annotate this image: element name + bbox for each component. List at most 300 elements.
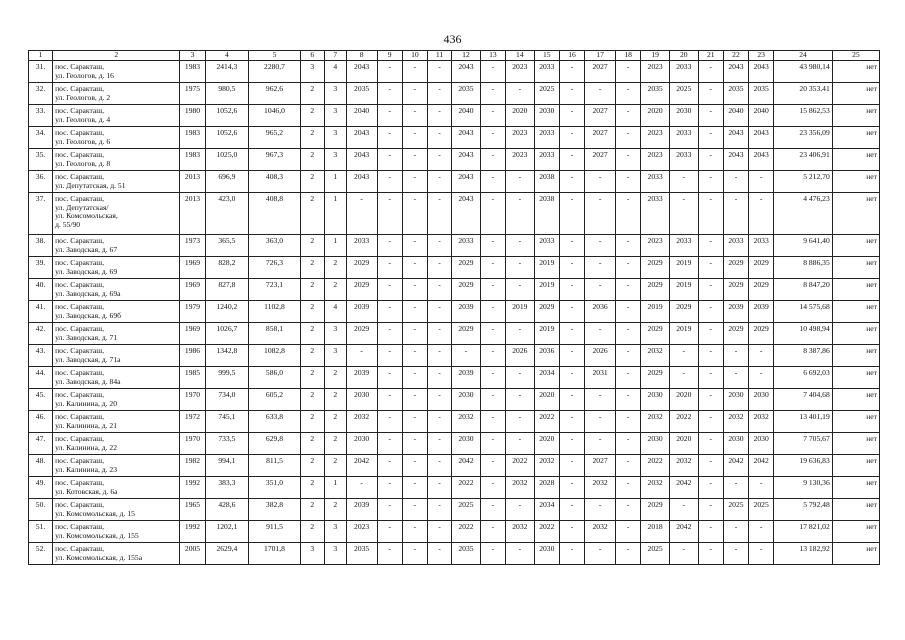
table-cell: - bbox=[506, 235, 535, 257]
table-cell: - bbox=[723, 193, 748, 235]
table-cell: - bbox=[402, 433, 427, 455]
table-cell: нет bbox=[832, 235, 879, 257]
table-cell: 2043 bbox=[749, 127, 774, 149]
table-cell: 8 886,35 bbox=[774, 257, 832, 279]
table-cell: 2013 bbox=[180, 193, 205, 235]
table-cell: 2022 bbox=[641, 455, 670, 477]
table-cell: 2023 bbox=[346, 521, 377, 543]
table-cell: 2027 bbox=[585, 455, 616, 477]
table-cell: - bbox=[402, 105, 427, 127]
table-cell: 2033 bbox=[452, 235, 481, 257]
table-row bbox=[29, 83, 880, 105]
table-cell: 2025 bbox=[723, 499, 748, 521]
table-cell: - bbox=[402, 149, 427, 171]
table-cell: 2033 bbox=[669, 61, 698, 83]
table-cell: нет bbox=[832, 127, 879, 149]
table-cell: 2 bbox=[300, 171, 324, 193]
table-cell: 2030 bbox=[749, 389, 774, 411]
table-cell: - bbox=[698, 433, 723, 455]
table-cell: 1982 bbox=[180, 455, 205, 477]
table-cell: 2022 bbox=[452, 521, 481, 543]
table-cell: - bbox=[402, 477, 427, 499]
table-cell: - bbox=[616, 521, 641, 543]
table-cell: - bbox=[506, 499, 535, 521]
table-cell: 733,5 bbox=[205, 433, 249, 455]
table-row bbox=[29, 411, 880, 433]
table-cell: - bbox=[616, 127, 641, 149]
table-cell: - bbox=[698, 477, 723, 499]
table-cell: - bbox=[616, 193, 641, 235]
table-cell: 1342,8 bbox=[205, 345, 249, 367]
column-number: 22 bbox=[723, 51, 748, 61]
table-cell: 2029 bbox=[749, 279, 774, 301]
row-number: 43. bbox=[29, 345, 53, 367]
table-cell: 2029 bbox=[749, 323, 774, 345]
table-cell: - bbox=[559, 149, 584, 171]
table-cell: 2023 bbox=[641, 61, 670, 83]
table-cell: нет bbox=[832, 433, 879, 455]
table-cell: - bbox=[402, 193, 427, 235]
table-cell: 2030 bbox=[749, 433, 774, 455]
table-cell: 2043 bbox=[346, 149, 377, 171]
table-cell: 2 bbox=[300, 477, 324, 499]
table-cell: 2018 bbox=[641, 521, 670, 543]
table-cell: 1965 bbox=[180, 499, 205, 521]
table-cell: - bbox=[616, 171, 641, 193]
table-cell: 2026 bbox=[506, 345, 535, 367]
table-cell: 19 636,83 bbox=[774, 455, 832, 477]
table-cell: 1052,6 bbox=[205, 127, 249, 149]
row-number: 45. bbox=[29, 389, 53, 411]
table-cell: - bbox=[377, 301, 402, 323]
row-number: 46. bbox=[29, 411, 53, 433]
table-cell: 2019 bbox=[534, 323, 559, 345]
table-row bbox=[29, 477, 880, 499]
table-cell: 745,1 bbox=[205, 411, 249, 433]
table-row bbox=[29, 543, 880, 565]
table-cell: 858,1 bbox=[249, 323, 301, 345]
table-cell: - bbox=[585, 411, 616, 433]
table-cell: 2 bbox=[324, 455, 346, 477]
table-cell: 23 356,09 bbox=[774, 127, 832, 149]
table-cell: - bbox=[377, 389, 402, 411]
table-cell: 2020 bbox=[669, 433, 698, 455]
table-cell: 1979 bbox=[180, 301, 205, 323]
table-cell: 2033 bbox=[641, 193, 670, 235]
table-cell: - bbox=[559, 477, 584, 499]
table-cell: 1 bbox=[324, 477, 346, 499]
column-number: 6 bbox=[300, 51, 324, 61]
table-cell: 382,8 bbox=[249, 499, 301, 521]
table-cell: 1026,7 bbox=[205, 323, 249, 345]
column-number: 19 bbox=[641, 51, 670, 61]
table-cell: 1 bbox=[324, 193, 346, 235]
table-cell: 2029 bbox=[723, 279, 748, 301]
table-cell: - bbox=[480, 323, 505, 345]
table-cell: 1986 bbox=[180, 345, 205, 367]
table-cell: 2033 bbox=[723, 235, 748, 257]
table-cell: 696,9 bbox=[205, 171, 249, 193]
table-cell: - bbox=[377, 257, 402, 279]
table-cell: - bbox=[616, 235, 641, 257]
table-cell: 7 705,67 bbox=[774, 433, 832, 455]
table-cell: 2035 bbox=[749, 83, 774, 105]
table-cell: - bbox=[480, 499, 505, 521]
table-cell: 2 bbox=[300, 127, 324, 149]
table-cell: - bbox=[698, 149, 723, 171]
table-cell: 2043 bbox=[346, 127, 377, 149]
address-cell: пос. Саракташ, ул. Комсомольская, д. 155а bbox=[53, 543, 180, 565]
table-cell: 1240,2 bbox=[205, 301, 249, 323]
table-cell: - bbox=[377, 83, 402, 105]
table-cell: - bbox=[402, 171, 427, 193]
table-cell: 2042 bbox=[749, 455, 774, 477]
table-cell: 383,3 bbox=[205, 477, 249, 499]
table-cell: 1969 bbox=[180, 257, 205, 279]
table-cell: - bbox=[480, 411, 505, 433]
table-cell: 2 bbox=[300, 105, 324, 127]
table-cell: - bbox=[585, 235, 616, 257]
table-cell: 8 387,86 bbox=[774, 345, 832, 367]
table-cell: - bbox=[480, 171, 505, 193]
table-cell: - bbox=[616, 323, 641, 345]
table-cell: - bbox=[480, 127, 505, 149]
table-cell: 2029 bbox=[346, 279, 377, 301]
row-number: 47. bbox=[29, 433, 53, 455]
table-cell: - bbox=[585, 83, 616, 105]
address-cell: пос. Саракташ, ул. Калинина, д. 20 bbox=[53, 389, 180, 411]
column-number: 14 bbox=[506, 51, 535, 61]
table-cell: - bbox=[346, 477, 377, 499]
table-cell: 2020 bbox=[641, 105, 670, 127]
table-row bbox=[29, 345, 880, 367]
table-cell: нет bbox=[832, 543, 879, 565]
table-cell: - bbox=[377, 433, 402, 455]
table-cell: нет bbox=[832, 149, 879, 171]
table-cell: - bbox=[506, 433, 535, 455]
table-cell: 2005 bbox=[180, 543, 205, 565]
table-cell: - bbox=[585, 433, 616, 455]
table-cell: - bbox=[452, 345, 481, 367]
table-cell: нет bbox=[832, 301, 879, 323]
table-cell: - bbox=[698, 543, 723, 565]
table-row bbox=[29, 257, 880, 279]
table-cell: 1 bbox=[324, 235, 346, 257]
row-number: 40. bbox=[29, 279, 53, 301]
column-number: 25 bbox=[832, 51, 879, 61]
table-cell: - bbox=[698, 83, 723, 105]
table-cell: 2029 bbox=[452, 257, 481, 279]
table-cell: 2033 bbox=[669, 127, 698, 149]
table-cell: 4 bbox=[324, 301, 346, 323]
column-number: 11 bbox=[428, 51, 452, 61]
column-number: 4 bbox=[205, 51, 249, 61]
table-cell: нет bbox=[832, 367, 879, 389]
table-cell: - bbox=[377, 543, 402, 565]
table-cell: - bbox=[377, 279, 402, 301]
address-cell: пос. Саракташ, ул. Геологов, д. 4 bbox=[53, 105, 180, 127]
table-cell: 4 476,23 bbox=[774, 193, 832, 235]
table-cell: 2029 bbox=[452, 323, 481, 345]
table-cell: 1992 bbox=[180, 521, 205, 543]
table-cell: - bbox=[428, 105, 452, 127]
table-cell: 2032 bbox=[585, 521, 616, 543]
table-cell: 2033 bbox=[669, 235, 698, 257]
table-cell: - bbox=[749, 367, 774, 389]
table-cell: - bbox=[616, 477, 641, 499]
table-cell: 2043 bbox=[346, 171, 377, 193]
table-cell: - bbox=[506, 323, 535, 345]
row-number: 48. bbox=[29, 455, 53, 477]
table-cell: - bbox=[377, 521, 402, 543]
address-cell: пос. Саракташ, ул. Заводская, д. 67 bbox=[53, 235, 180, 257]
table-cell: - bbox=[506, 411, 535, 433]
table-cell: 2032 bbox=[669, 455, 698, 477]
table-cell: 2027 bbox=[585, 127, 616, 149]
table-cell: 2043 bbox=[723, 149, 748, 171]
column-number: 13 bbox=[480, 51, 505, 61]
table-cell: 962,6 bbox=[249, 83, 301, 105]
table-cell: - bbox=[480, 105, 505, 127]
table-cell: 2023 bbox=[506, 127, 535, 149]
table-cell: 2032 bbox=[641, 345, 670, 367]
table-cell: - bbox=[698, 127, 723, 149]
table-cell: - bbox=[698, 455, 723, 477]
table-cell: 2042 bbox=[452, 455, 481, 477]
table-cell: 2022 bbox=[452, 477, 481, 499]
table-cell: 423,0 bbox=[205, 193, 249, 235]
row-number: 52. bbox=[29, 543, 53, 565]
table-cell: 2042 bbox=[723, 455, 748, 477]
table-cell: - bbox=[480, 433, 505, 455]
table-cell: - bbox=[377, 367, 402, 389]
table-cell: 2029 bbox=[346, 323, 377, 345]
table-cell: 2030 bbox=[723, 433, 748, 455]
table-cell: 1983 bbox=[180, 61, 205, 83]
table-cell: 10 498,94 bbox=[774, 323, 832, 345]
table-cell: 408,8 bbox=[249, 193, 301, 235]
table-cell: 2 bbox=[300, 455, 324, 477]
table-cell: - bbox=[559, 127, 584, 149]
table-row bbox=[29, 61, 880, 83]
table-cell: 2043 bbox=[723, 61, 748, 83]
table-cell: 2035 bbox=[346, 83, 377, 105]
table-cell: - bbox=[616, 411, 641, 433]
table-cell: 2030 bbox=[641, 433, 670, 455]
table-cell: - bbox=[506, 367, 535, 389]
table-cell: 1025,0 bbox=[205, 149, 249, 171]
table-cell: 2022 bbox=[534, 411, 559, 433]
table-cell: 2 bbox=[300, 323, 324, 345]
table-cell: - bbox=[559, 345, 584, 367]
table-cell: нет bbox=[832, 105, 879, 127]
column-number: 9 bbox=[377, 51, 402, 61]
table-cell: - bbox=[559, 301, 584, 323]
table-cell: 2023 bbox=[641, 235, 670, 257]
table-cell: - bbox=[402, 61, 427, 83]
table-cell: 3 bbox=[324, 105, 346, 127]
table-cell: - bbox=[428, 193, 452, 235]
address-cell: пос. Саракташ, ул. Котовская, д. 6а bbox=[53, 477, 180, 499]
table-cell: нет bbox=[832, 389, 879, 411]
table-cell: - bbox=[506, 389, 535, 411]
row-number: 49. bbox=[29, 477, 53, 499]
table-cell: 2042 bbox=[669, 477, 698, 499]
table-cell: 2025 bbox=[669, 83, 698, 105]
table-cell: 2043 bbox=[749, 61, 774, 83]
table-cell: 5 212,70 bbox=[774, 171, 832, 193]
table-row bbox=[29, 521, 880, 543]
table-cell: - bbox=[749, 543, 774, 565]
table-cell: 2033 bbox=[534, 61, 559, 83]
table-cell: 1969 bbox=[180, 279, 205, 301]
table-cell: 828,2 bbox=[205, 257, 249, 279]
table-cell: - bbox=[585, 193, 616, 235]
table-cell: 13 401,19 bbox=[774, 411, 832, 433]
table-cell: 2030 bbox=[346, 389, 377, 411]
table-cell: 2032 bbox=[534, 455, 559, 477]
table-cell: 428,6 bbox=[205, 499, 249, 521]
table-cell: 2039 bbox=[346, 301, 377, 323]
row-number: 39. bbox=[29, 257, 53, 279]
table-cell: 2033 bbox=[641, 171, 670, 193]
table-cell: 2043 bbox=[749, 149, 774, 171]
table-cell: 2280,7 bbox=[249, 61, 301, 83]
table-cell: 2 bbox=[324, 499, 346, 521]
table-cell: 9 130,36 bbox=[774, 477, 832, 499]
table-cell: 3 bbox=[300, 61, 324, 83]
table-cell: 2033 bbox=[669, 149, 698, 171]
table-cell: - bbox=[559, 235, 584, 257]
table-cell: нет bbox=[832, 411, 879, 433]
table-cell: 2023 bbox=[641, 127, 670, 149]
table-cell: - bbox=[723, 367, 748, 389]
table-row bbox=[29, 455, 880, 477]
table-cell: - bbox=[616, 83, 641, 105]
table-cell: 8 847,20 bbox=[774, 279, 832, 301]
table-cell: нет bbox=[832, 171, 879, 193]
table-cell: - bbox=[559, 499, 584, 521]
table-cell: 2029 bbox=[641, 257, 670, 279]
table-cell: 2029 bbox=[723, 257, 748, 279]
table-cell: 1980 bbox=[180, 105, 205, 127]
table-cell: 2 bbox=[300, 389, 324, 411]
table-cell: - bbox=[480, 367, 505, 389]
table-cell: 2029 bbox=[669, 301, 698, 323]
table-cell: - bbox=[669, 193, 698, 235]
table-cell: - bbox=[377, 411, 402, 433]
table-cell: 1082,8 bbox=[249, 345, 301, 367]
table-row bbox=[29, 171, 880, 193]
table-cell: - bbox=[402, 455, 427, 477]
table-cell: нет bbox=[832, 521, 879, 543]
table-cell: - bbox=[377, 345, 402, 367]
table-cell: 2019 bbox=[669, 279, 698, 301]
table-row bbox=[29, 301, 880, 323]
table-cell: 2029 bbox=[534, 301, 559, 323]
table-cell: - bbox=[428, 235, 452, 257]
table-cell: - bbox=[698, 323, 723, 345]
table-cell: - bbox=[616, 543, 641, 565]
table-cell: - bbox=[559, 105, 584, 127]
table-cell: - bbox=[402, 279, 427, 301]
table-cell: 2 bbox=[300, 433, 324, 455]
table-cell: нет bbox=[832, 455, 879, 477]
table-cell: - bbox=[616, 389, 641, 411]
table-cell: 2 bbox=[324, 433, 346, 455]
table-cell: 1701,8 bbox=[249, 543, 301, 565]
table-cell: 2043 bbox=[452, 171, 481, 193]
table-cell: 2020 bbox=[534, 433, 559, 455]
column-number: 7 bbox=[324, 51, 346, 61]
table-row bbox=[29, 127, 880, 149]
table-cell: - bbox=[428, 149, 452, 171]
table-cell: - bbox=[559, 455, 584, 477]
table-cell: - bbox=[480, 193, 505, 235]
table-cell: 2039 bbox=[452, 367, 481, 389]
column-number: 24 bbox=[774, 51, 832, 61]
table-cell: 2 bbox=[300, 499, 324, 521]
table-cell: - bbox=[559, 171, 584, 193]
column-number: 2 bbox=[53, 51, 180, 61]
table-cell: 2039 bbox=[723, 301, 748, 323]
table-cell: - bbox=[616, 345, 641, 367]
table-cell: - bbox=[402, 235, 427, 257]
table-cell: 2043 bbox=[452, 193, 481, 235]
table-cell: - bbox=[698, 411, 723, 433]
table-cell: 2032 bbox=[641, 477, 670, 499]
table-row bbox=[29, 323, 880, 345]
table-cell: - bbox=[698, 235, 723, 257]
table-cell: - bbox=[616, 301, 641, 323]
table-cell: 6 692,03 bbox=[774, 367, 832, 389]
table-cell: - bbox=[559, 411, 584, 433]
table-cell: 2019 bbox=[534, 257, 559, 279]
table-cell: 20 353,41 bbox=[774, 83, 832, 105]
table-cell: 2030 bbox=[641, 389, 670, 411]
table-cell: 13 182,92 bbox=[774, 543, 832, 565]
table-cell: 734,0 bbox=[205, 389, 249, 411]
table-cell: 2042 bbox=[346, 455, 377, 477]
table-cell: 2035 bbox=[452, 543, 481, 565]
table-cell: 2 bbox=[300, 257, 324, 279]
table-cell: - bbox=[698, 193, 723, 235]
table-cell: 2019 bbox=[669, 257, 698, 279]
table-cell: 2035 bbox=[452, 83, 481, 105]
table-cell: - bbox=[698, 171, 723, 193]
table-cell: 2 bbox=[300, 193, 324, 235]
table-cell: - bbox=[698, 345, 723, 367]
table-cell: 2020 bbox=[534, 389, 559, 411]
table-cell: 2029 bbox=[346, 257, 377, 279]
table-cell: - bbox=[723, 521, 748, 543]
table-cell: - bbox=[669, 171, 698, 193]
address-cell: пос. Саракташ, ул. Заводская, д. 71а bbox=[53, 345, 180, 367]
table-cell: 14 575,68 bbox=[774, 301, 832, 323]
table-cell: - bbox=[559, 279, 584, 301]
table-cell: - bbox=[428, 323, 452, 345]
table-cell: нет bbox=[832, 193, 879, 235]
table-cell: 2025 bbox=[749, 499, 774, 521]
table-cell: - bbox=[377, 323, 402, 345]
table-cell: 2030 bbox=[723, 389, 748, 411]
table-cell: 2022 bbox=[669, 411, 698, 433]
table-cell: - bbox=[698, 301, 723, 323]
table-cell: - bbox=[669, 367, 698, 389]
table-cell: - bbox=[428, 389, 452, 411]
table-cell: 2029 bbox=[641, 323, 670, 345]
table-cell: - bbox=[616, 367, 641, 389]
